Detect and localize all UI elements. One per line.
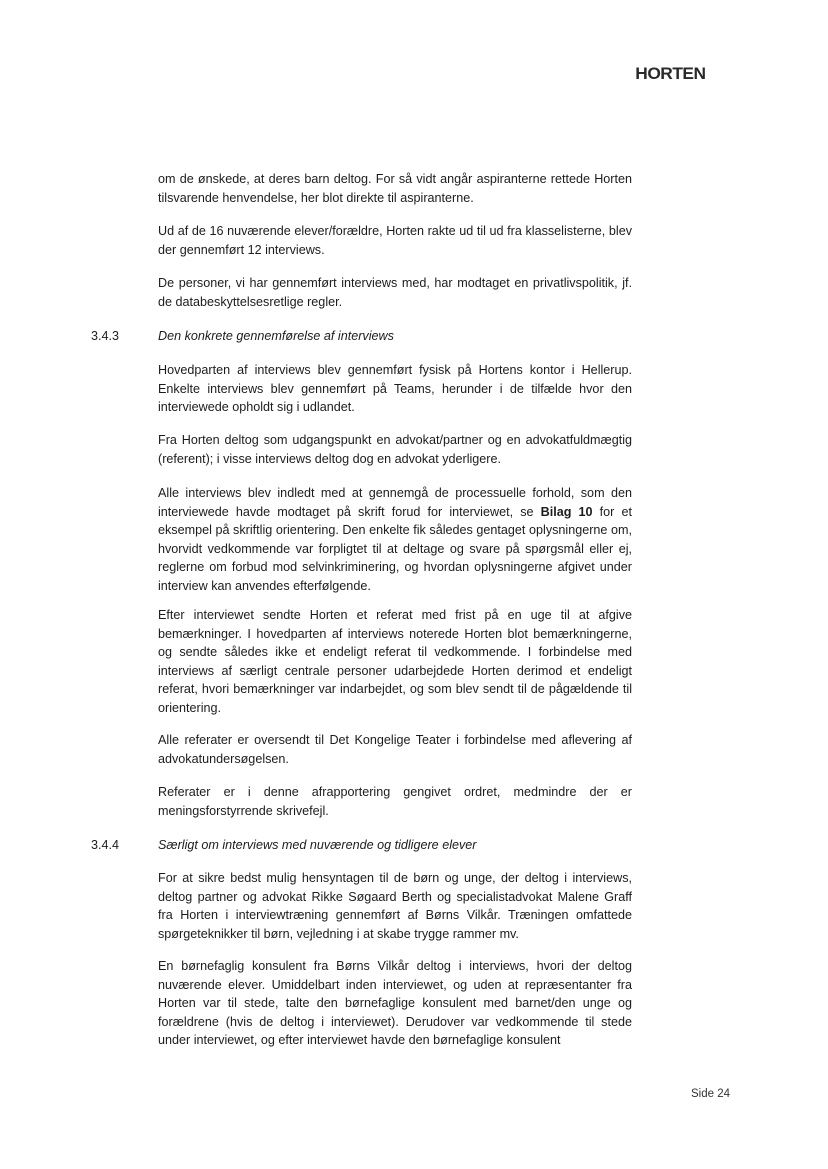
paragraph-7 [158, 606, 632, 717]
paragraph-8-text: Alle referater er oversendt til Det Kongelige Teater i forbindelse med aflevering af advokatundersøgelsen. [158, 733, 632, 766]
paragraph-6 [158, 484, 632, 595]
paragraph-11 [158, 957, 632, 1050]
paragraph-7-text: Efter interviewet sendte Horten et referat med frist på en uge til at afgive bemærkninger. I hovedparten af interviews noterede Horten blot bemærkningerne, og sendte således ikke et endeligt referat til vedkommende. I forbindelse med interviews af særligt centrale personer udarbejdede Horten derimod et endeligt referat, hvori bemærkninger var indarbejdet, og som blev sendt til de pågældende til orientering. [158, 608, 632, 715]
paragraph-9 [158, 783, 632, 820]
paragraph-6-text [158, 484, 632, 595]
paragraph-10 [158, 869, 632, 943]
paragraph-9-text: Referater er i denne afrapportering gengivet ordret, medmindre der er meningsforstyrrende skrivefejl. [158, 785, 632, 818]
paragraph-5 [158, 431, 632, 468]
section-title-3-4-3: Den konkrete gennemførelse af interviews [158, 329, 394, 343]
paragraph-8 [158, 731, 632, 768]
section-title-3-4-4: Særligt om interviews med nuværende og tidligere elever [158, 838, 477, 852]
section-number-3-4-4: 3.4.4 [91, 838, 120, 852]
section-number-3-4-3: 3.4.3 [91, 329, 120, 343]
paragraph-2 [158, 222, 632, 259]
paragraph-11-text: En børnefaglig konsulent fra Børns Vilkår deltog i interviews, hvori der deltog nuværende elever. Umiddelbart inden interviewet, og uden at repræsentanter fra Horten var til stede, talte den børnefaglige konsulent med barnet/den unge og forældrene (hvis de deltog i interviewet). Derudover var vedkommende til stede under interviewet, og efter interviewet havde den børnefaglige konsulent [158, 959, 632, 1047]
paragraph-3 [158, 274, 632, 311]
paragraph-10-text: For at sikre bedst mulig hensyntagen til de børn og unge, der deltog i interviews, deltog partner og advokat Rikke Søgaard Berth og specialistadvokat Malene Graff fra Horten i interviewtræning gennemført af Børns Vilkår. Træningen omfattede spørgeteknikker til børn, vejledning i at skabe trygge rammer mv. [158, 871, 632, 941]
page-number: Side 24 [691, 1088, 731, 1100]
bilag-10-reference: Bilag 10 [540, 504, 593, 519]
paragraph-1-text: om de ønskede, at deres barn deltog. For så vidt angår aspiranterne rettede Horten tilsvarende henvendelse, her blot direkte til aspiranterne. [158, 172, 632, 205]
paragraph-1 [158, 170, 632, 207]
paragraph-6-part-a: Alle interviews blev indledt med at gennemgå de processuelle forhold, som den interviewede havde modtaget på skrift forud for interviewet, se [158, 486, 632, 519]
horten-logo: HORTEN [635, 64, 706, 83]
paragraph-2-text: Ud af de 16 nuværende elever/forældre, Horten rakte ud til ud fra klasselisterne, blev der gennemført 12 interviews. [158, 224, 632, 257]
paragraph-4-text: Hovedparten af interviews blev gennemført fysisk på Hortens kontor i Hellerup. Enkelte interviews blev gennemført på Teams, herunder i de tilfælde hvor den interviewede opholdt sig i udlandet. [158, 363, 632, 414]
paragraph-6-part-b: for et eksempel på skriftlig orientering. Den enkelte fik således gentaget oplysningerne om, hvorvidt vedkommende var forpligtet til at deltage og svare på spørgsmål eller ej, reglerne om forbud mod selvinkriminering, og hvordan oplysningerne afgivet under interview kan anvendes efterfølgende. [158, 504, 632, 593]
paragraph-3-text: De personer, vi har gennemført interviews med, har modtaget en privatlivspolitik, jf. de databeskyttelsesretlige regler. [158, 276, 632, 309]
paragraph-5-text: Fra Horten deltog som udgangspunkt en advokat/partner og en advokatfuldmægtig (referent); i visse interviews deltog dog en advokat yderligere. [158, 433, 632, 466]
paragraph-4 [158, 361, 632, 417]
